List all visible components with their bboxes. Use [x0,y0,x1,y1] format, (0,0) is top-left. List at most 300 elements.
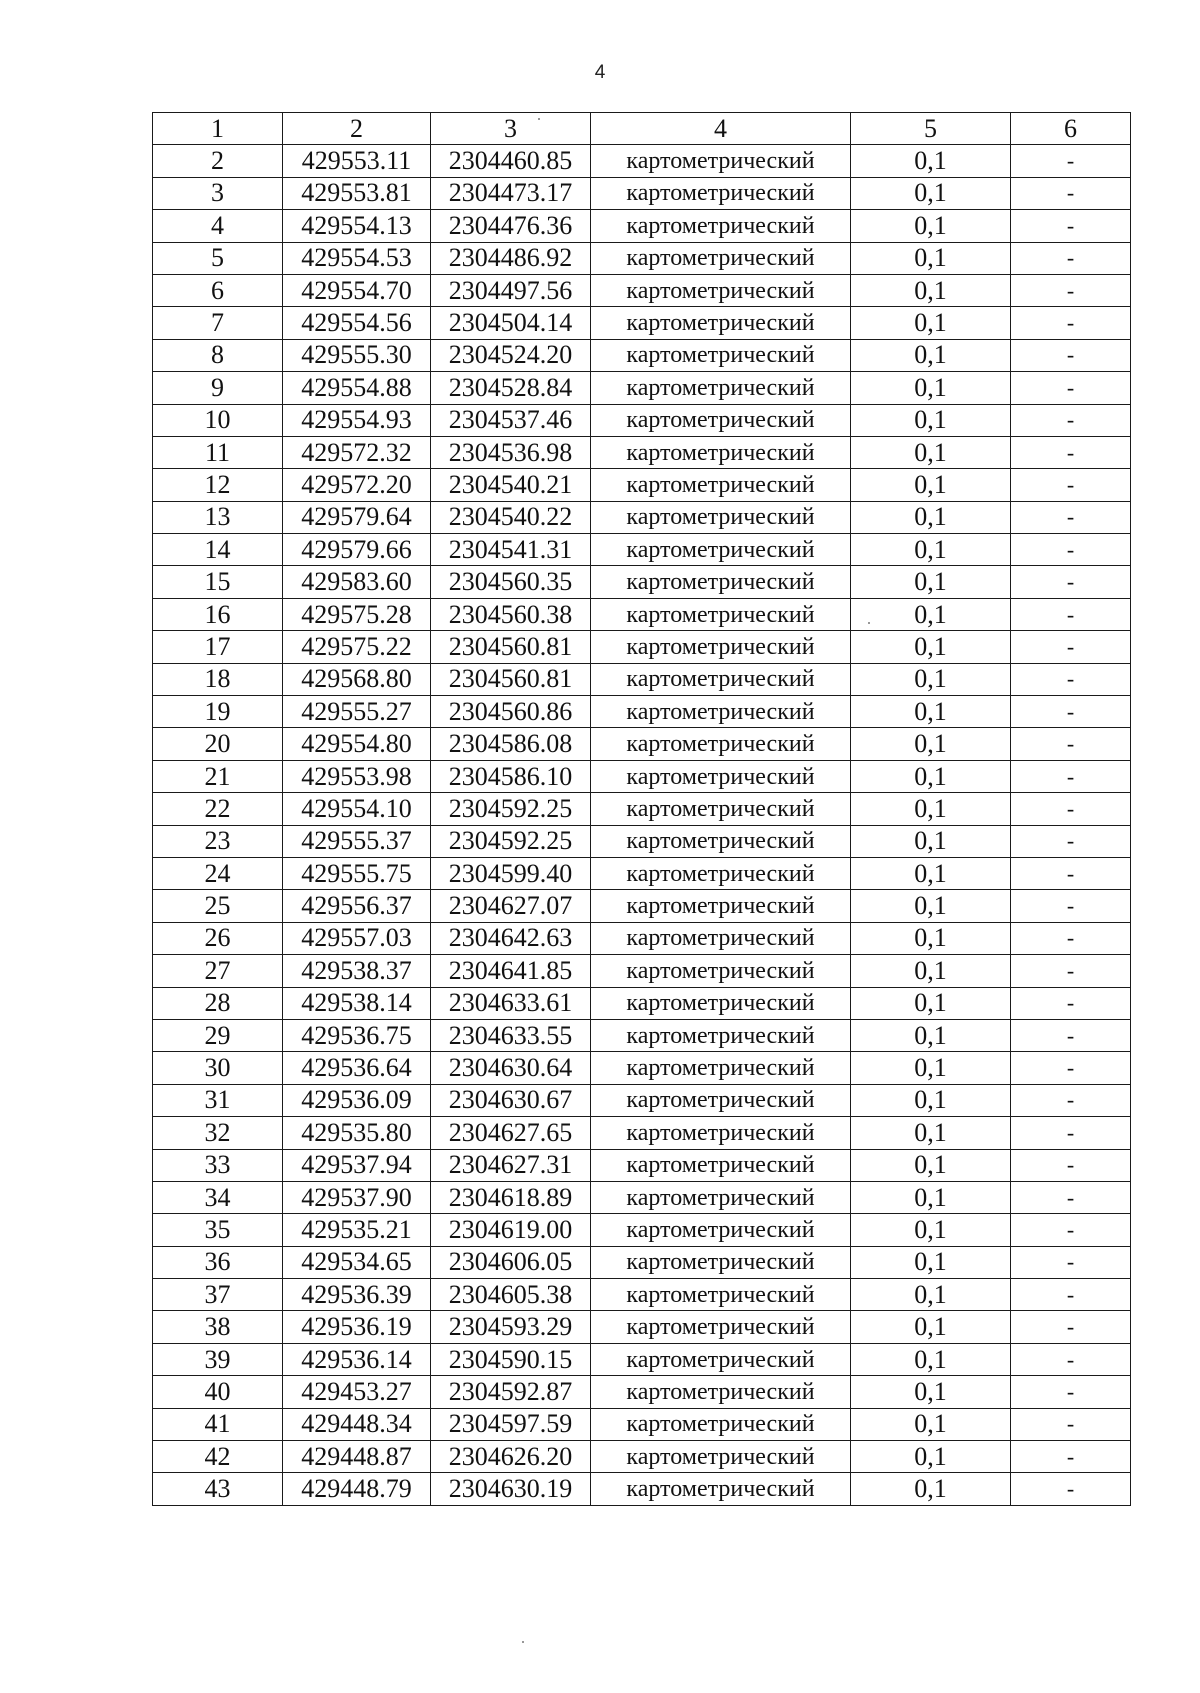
x-coordinate-cell: 429536.39 [283,1279,431,1311]
note-cell: - [1011,696,1131,728]
note-cell: - [1011,1149,1131,1181]
point-number-cell: 16 [153,598,283,630]
x-coordinate-cell: 429572.32 [283,436,431,468]
method-cell: картометрический [591,760,851,792]
note-cell: - [1011,469,1131,501]
y-coordinate-cell: 2304592.25 [431,793,591,825]
table-row [153,696,1131,728]
x-coordinate-cell: 429557.03 [283,922,431,954]
point-number-cell: 11 [153,436,283,468]
note-cell: - [1011,728,1131,760]
accuracy-cell: 0,1 [851,307,1011,339]
x-coordinate-cell: 429554.70 [283,274,431,306]
x-coordinate-cell: 429448.87 [283,1441,431,1473]
x-coordinate-cell: 429534.65 [283,1246,431,1278]
scan-speck [522,1641,524,1643]
method-cell: картометрический [591,1246,851,1278]
point-number-cell: 17 [153,631,283,663]
note-cell: - [1011,1473,1131,1505]
point-number-cell: 2 [153,145,283,177]
x-coordinate-cell: 429536.09 [283,1084,431,1116]
accuracy-cell: 0,1 [851,696,1011,728]
accuracy-cell: 0,1 [851,404,1011,436]
table-row [153,1019,1131,1051]
method-cell: картометрический [591,631,851,663]
method-cell: картометрический [591,177,851,209]
note-cell: - [1011,566,1131,598]
point-number-cell: 41 [153,1408,283,1440]
accuracy-cell: 0,1 [851,1084,1011,1116]
note-cell: - [1011,339,1131,371]
x-coordinate-cell: 429554.93 [283,404,431,436]
header-cell: 5 [851,113,1011,145]
method-cell: картометрический [591,1181,851,1213]
y-coordinate-cell: 2304606.05 [431,1246,591,1278]
method-cell: картометрический [591,501,851,533]
accuracy-cell: 0,1 [851,145,1011,177]
method-cell: картометрический [591,1311,851,1343]
table-row [153,1343,1131,1375]
table-row [153,857,1131,889]
table-row [153,210,1131,242]
table-row [153,1441,1131,1473]
x-coordinate-cell: 429536.75 [283,1019,431,1051]
method-cell: картометрический [591,1084,851,1116]
coordinates-table [152,112,1131,1506]
point-number-cell: 13 [153,501,283,533]
accuracy-cell: 0,1 [851,598,1011,630]
accuracy-cell: 0,1 [851,1279,1011,1311]
accuracy-cell: 0,1 [851,242,1011,274]
note-cell: - [1011,1343,1131,1375]
point-number-cell: 25 [153,890,283,922]
method-cell: картометрический [591,857,851,889]
note-cell: - [1011,1052,1131,1084]
table-row [153,1473,1131,1505]
table-row [153,793,1131,825]
y-coordinate-cell: 2304460.85 [431,145,591,177]
note-cell: - [1011,372,1131,404]
y-coordinate-cell: 2304627.31 [431,1149,591,1181]
x-coordinate-cell: 429554.13 [283,210,431,242]
note-cell: - [1011,534,1131,566]
table-row [153,1376,1131,1408]
note-cell: - [1011,825,1131,857]
x-coordinate-cell: 429579.66 [283,534,431,566]
method-cell: картометрический [591,1149,851,1181]
x-coordinate-cell: 429553.81 [283,177,431,209]
table-row [153,760,1131,792]
x-coordinate-cell: 429554.88 [283,372,431,404]
method-cell: картометрический [591,436,851,468]
method-cell: картометрический [591,1019,851,1051]
note-cell: - [1011,1408,1131,1440]
x-coordinate-cell: 429453.27 [283,1376,431,1408]
y-coordinate-cell: 2304536.98 [431,436,591,468]
point-number-cell: 40 [153,1376,283,1408]
y-coordinate-cell: 2304537.46 [431,404,591,436]
table-row [153,436,1131,468]
y-coordinate-cell: 2304476.36 [431,210,591,242]
y-coordinate-cell: 2304633.55 [431,1019,591,1051]
point-number-cell: 34 [153,1181,283,1213]
note-cell: - [1011,598,1131,630]
note-cell: - [1011,436,1131,468]
x-coordinate-cell: 429556.37 [283,890,431,922]
note-cell: - [1011,501,1131,533]
accuracy-cell: 0,1 [851,857,1011,889]
x-coordinate-cell: 429448.34 [283,1408,431,1440]
accuracy-cell: 0,1 [851,1408,1011,1440]
header-cell: 4 [591,113,851,145]
y-coordinate-cell: 2304627.07 [431,890,591,922]
y-coordinate-cell: 2304630.64 [431,1052,591,1084]
table-row [153,307,1131,339]
y-coordinate-cell: 2304528.84 [431,372,591,404]
method-cell: картометрический [591,274,851,306]
accuracy-cell: 0,1 [851,987,1011,1019]
note-cell: - [1011,242,1131,274]
method-cell: картометрический [591,1052,851,1084]
note-cell: - [1011,922,1131,954]
note-cell: - [1011,1311,1131,1343]
x-coordinate-cell: 429554.56 [283,307,431,339]
method-cell: картометрический [591,1473,851,1505]
table-header-row [153,113,1131,145]
y-coordinate-cell: 2304524.20 [431,339,591,371]
x-coordinate-cell: 429554.53 [283,242,431,274]
accuracy-cell: 0,1 [851,534,1011,566]
y-coordinate-cell: 2304592.25 [431,825,591,857]
note-cell: - [1011,1279,1131,1311]
note-cell: - [1011,307,1131,339]
method-cell: картометрический [591,307,851,339]
y-coordinate-cell: 2304540.21 [431,469,591,501]
table-row [153,1246,1131,1278]
x-coordinate-cell: 429554.10 [283,793,431,825]
point-number-cell: 19 [153,696,283,728]
method-cell: картометрический [591,210,851,242]
table-row [153,1279,1131,1311]
method-cell: картометрический [591,987,851,1019]
point-number-cell: 10 [153,404,283,436]
y-coordinate-cell: 2304586.10 [431,760,591,792]
point-number-cell: 3 [153,177,283,209]
accuracy-cell: 0,1 [851,1441,1011,1473]
y-coordinate-cell: 2304627.65 [431,1117,591,1149]
note-cell: - [1011,274,1131,306]
accuracy-cell: 0,1 [851,663,1011,695]
x-coordinate-cell: 429555.27 [283,696,431,728]
x-coordinate-cell: 429555.30 [283,339,431,371]
accuracy-cell: 0,1 [851,631,1011,663]
note-cell: - [1011,793,1131,825]
point-number-cell: 24 [153,857,283,889]
table-row [153,1181,1131,1213]
point-number-cell: 36 [153,1246,283,1278]
accuracy-cell: 0,1 [851,922,1011,954]
method-cell: картометрический [591,372,851,404]
y-coordinate-cell: 2304592.87 [431,1376,591,1408]
point-number-cell: 6 [153,274,283,306]
point-number-cell: 20 [153,728,283,760]
point-number-cell: 38 [153,1311,283,1343]
header-cell: 1 [153,113,283,145]
method-cell: картометрический [591,1343,851,1375]
method-cell: картометрический [591,339,851,371]
table-row [153,1052,1131,1084]
note-cell: - [1011,760,1131,792]
method-cell: картометрический [591,890,851,922]
x-coordinate-cell: 429448.79 [283,1473,431,1505]
accuracy-cell: 0,1 [851,728,1011,760]
accuracy-cell: 0,1 [851,566,1011,598]
point-number-cell: 39 [153,1343,283,1375]
point-number-cell: 12 [153,469,283,501]
y-coordinate-cell: 2304560.38 [431,598,591,630]
y-coordinate-cell: 2304590.15 [431,1343,591,1375]
y-coordinate-cell: 2304630.67 [431,1084,591,1116]
point-number-cell: 26 [153,922,283,954]
accuracy-cell: 0,1 [851,1149,1011,1181]
method-cell: картометрический [591,1214,851,1246]
y-coordinate-cell: 2304597.59 [431,1408,591,1440]
table-row [153,242,1131,274]
point-number-cell: 14 [153,534,283,566]
accuracy-cell: 0,1 [851,793,1011,825]
table-row [153,1084,1131,1116]
y-coordinate-cell: 2304541.31 [431,534,591,566]
accuracy-cell: 0,1 [851,501,1011,533]
method-cell: картометрический [591,534,851,566]
point-number-cell: 4 [153,210,283,242]
y-coordinate-cell: 2304497.56 [431,274,591,306]
y-coordinate-cell: 2304586.08 [431,728,591,760]
y-coordinate-cell: 2304593.29 [431,1311,591,1343]
note-cell: - [1011,1246,1131,1278]
method-cell: картометрический [591,1117,851,1149]
point-number-cell: 35 [153,1214,283,1246]
x-coordinate-cell: 429537.90 [283,1181,431,1213]
accuracy-cell: 0,1 [851,1376,1011,1408]
note-cell: - [1011,1441,1131,1473]
note-cell: - [1011,663,1131,695]
table-row [153,145,1131,177]
y-coordinate-cell: 2304605.38 [431,1279,591,1311]
table-row [153,274,1131,306]
table-body [153,113,1131,1506]
note-cell: - [1011,1019,1131,1051]
point-number-cell: 33 [153,1149,283,1181]
method-cell: картометрический [591,728,851,760]
accuracy-cell: 0,1 [851,1473,1011,1505]
point-number-cell: 30 [153,1052,283,1084]
method-cell: картометрический [591,404,851,436]
point-number-cell: 37 [153,1279,283,1311]
y-coordinate-cell: 2304560.81 [431,631,591,663]
table-row [153,955,1131,987]
method-cell: картометрический [591,663,851,695]
note-cell: - [1011,1214,1131,1246]
x-coordinate-cell: 429535.21 [283,1214,431,1246]
point-number-cell: 21 [153,760,283,792]
accuracy-cell: 0,1 [851,1052,1011,1084]
x-coordinate-cell: 429538.37 [283,955,431,987]
note-cell: - [1011,177,1131,209]
point-number-cell: 29 [153,1019,283,1051]
table-row [153,1117,1131,1149]
note-cell: - [1011,1084,1131,1116]
x-coordinate-cell: 429568.80 [283,663,431,695]
point-number-cell: 5 [153,242,283,274]
accuracy-cell: 0,1 [851,1246,1011,1278]
y-coordinate-cell: 2304560.81 [431,663,591,695]
accuracy-cell: 0,1 [851,469,1011,501]
y-coordinate-cell: 2304473.17 [431,177,591,209]
scan-speck [868,622,870,624]
x-coordinate-cell: 429572.20 [283,469,431,501]
accuracy-cell: 0,1 [851,1311,1011,1343]
note-cell: - [1011,1117,1131,1149]
method-cell: картометрический [591,242,851,274]
x-coordinate-cell: 429536.14 [283,1343,431,1375]
method-cell: картометрический [591,825,851,857]
table-row [153,728,1131,760]
point-number-cell: 22 [153,793,283,825]
method-cell: картометрический [591,1279,851,1311]
accuracy-cell: 0,1 [851,1019,1011,1051]
table-row [153,1311,1131,1343]
method-cell: картометрический [591,922,851,954]
table-row [153,404,1131,436]
x-coordinate-cell: 429538.14 [283,987,431,1019]
accuracy-cell: 0,1 [851,210,1011,242]
accuracy-cell: 0,1 [851,825,1011,857]
y-coordinate-cell: 2304504.14 [431,307,591,339]
table-row [153,469,1131,501]
x-coordinate-cell: 429553.11 [283,145,431,177]
note-cell: - [1011,857,1131,889]
y-coordinate-cell: 2304633.61 [431,987,591,1019]
accuracy-cell: 0,1 [851,890,1011,922]
y-coordinate-cell: 2304599.40 [431,857,591,889]
table-row [153,922,1131,954]
x-coordinate-cell: 429555.75 [283,857,431,889]
note-cell: - [1011,890,1131,922]
accuracy-cell: 0,1 [851,760,1011,792]
x-coordinate-cell: 429555.37 [283,825,431,857]
x-coordinate-cell: 429575.28 [283,598,431,630]
note-cell: - [1011,404,1131,436]
note-cell: - [1011,1376,1131,1408]
note-cell: - [1011,145,1131,177]
point-number-cell: 18 [153,663,283,695]
method-cell: картометрический [591,955,851,987]
point-number-cell: 31 [153,1084,283,1116]
accuracy-cell: 0,1 [851,1117,1011,1149]
accuracy-cell: 0,1 [851,177,1011,209]
header-cell: 3 [431,113,591,145]
table-row [153,372,1131,404]
table-row [153,1214,1131,1246]
x-coordinate-cell: 429579.64 [283,501,431,533]
y-coordinate-cell: 2304560.86 [431,696,591,728]
point-number-cell: 9 [153,372,283,404]
accuracy-cell: 0,1 [851,1181,1011,1213]
point-number-cell: 7 [153,307,283,339]
accuracy-cell: 0,1 [851,436,1011,468]
y-coordinate-cell: 2304641.85 [431,955,591,987]
method-cell: картометрический [591,145,851,177]
y-coordinate-cell: 2304626.20 [431,1441,591,1473]
y-coordinate-cell: 2304486.92 [431,242,591,274]
y-coordinate-cell: 2304618.89 [431,1181,591,1213]
table-row [153,177,1131,209]
y-coordinate-cell: 2304540.22 [431,501,591,533]
y-coordinate-cell: 2304642.63 [431,922,591,954]
method-cell: картометрический [591,598,851,630]
table-row [153,1408,1131,1440]
accuracy-cell: 0,1 [851,955,1011,987]
x-coordinate-cell: 429553.98 [283,760,431,792]
y-coordinate-cell: 2304630.19 [431,1473,591,1505]
accuracy-cell: 0,1 [851,372,1011,404]
table-row [153,501,1131,533]
accuracy-cell: 0,1 [851,339,1011,371]
scan-speck [538,118,540,120]
y-coordinate-cell: 2304560.35 [431,566,591,598]
header-cell: 6 [1011,113,1131,145]
method-cell: картометрический [591,793,851,825]
x-coordinate-cell: 429535.80 [283,1117,431,1149]
table-row [153,825,1131,857]
point-number-cell: 32 [153,1117,283,1149]
note-cell: - [1011,631,1131,663]
method-cell: картометрический [591,566,851,598]
note-cell: - [1011,955,1131,987]
point-number-cell: 28 [153,987,283,1019]
table-row [153,339,1131,371]
point-number-cell: 23 [153,825,283,857]
table-row [153,987,1131,1019]
x-coordinate-cell: 429537.94 [283,1149,431,1181]
accuracy-cell: 0,1 [851,1343,1011,1375]
table-row [153,566,1131,598]
x-coordinate-cell: 429536.19 [283,1311,431,1343]
method-cell: картометрический [591,1441,851,1473]
point-number-cell: 15 [153,566,283,598]
table-row [153,534,1131,566]
method-cell: картометрический [591,1376,851,1408]
page-number: 4 [594,62,606,83]
y-coordinate-cell: 2304619.00 [431,1214,591,1246]
point-number-cell: 42 [153,1441,283,1473]
table-row [153,890,1131,922]
table-row [153,631,1131,663]
method-cell: картометрический [591,1408,851,1440]
x-coordinate-cell: 429583.60 [283,566,431,598]
method-cell: картометрический [591,696,851,728]
note-cell: - [1011,1181,1131,1213]
accuracy-cell: 0,1 [851,274,1011,306]
x-coordinate-cell: 429536.64 [283,1052,431,1084]
point-number-cell: 43 [153,1473,283,1505]
point-number-cell: 8 [153,339,283,371]
table-row [153,1149,1131,1181]
x-coordinate-cell: 429554.80 [283,728,431,760]
method-cell: картометрический [591,469,851,501]
point-number-cell: 27 [153,955,283,987]
